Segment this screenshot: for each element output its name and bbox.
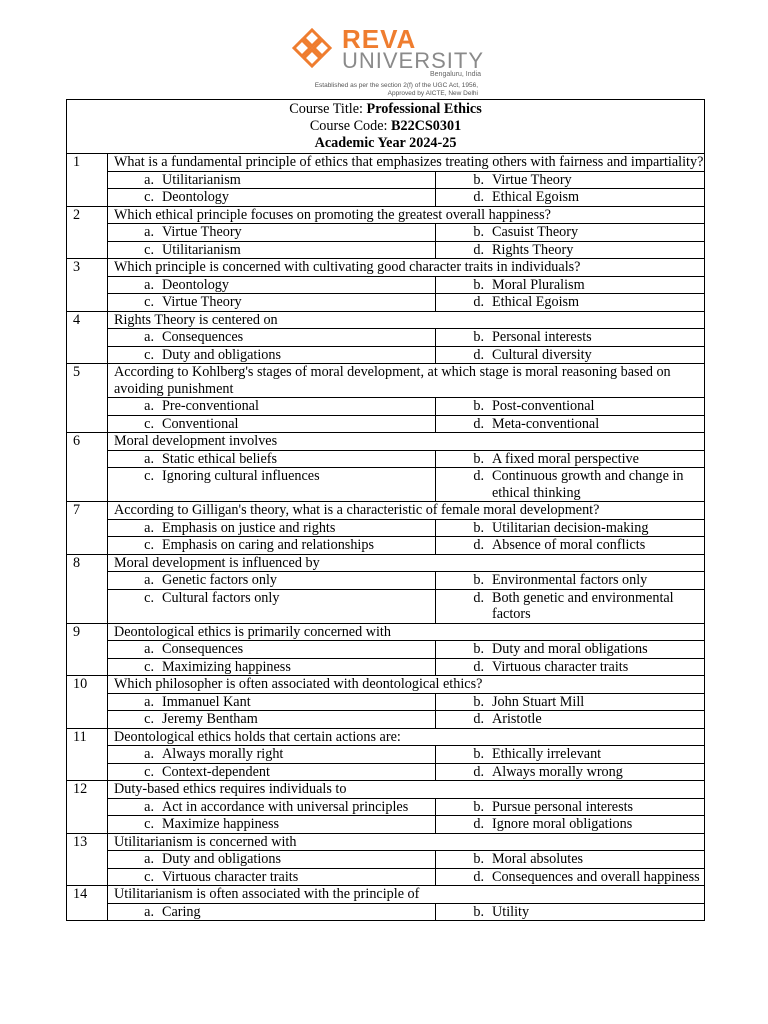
option-a	[108, 398, 436, 416]
option-text: A fixed moral perspective	[492, 450, 639, 467]
course-header	[67, 100, 705, 154]
option-text: Pre-conventional	[162, 398, 259, 414]
question-row	[67, 728, 705, 746]
question-row	[67, 502, 705, 520]
option-c	[108, 868, 436, 886]
option-letter: c.	[144, 816, 154, 832]
question-number: 7	[67, 502, 108, 555]
option-letter: c.	[144, 763, 154, 780]
option-c	[108, 189, 436, 207]
option-a	[108, 329, 436, 347]
question-row	[67, 311, 705, 329]
option-b	[436, 851, 705, 869]
option-letter: b.	[473, 851, 484, 867]
question-row	[67, 886, 705, 904]
university-logo	[290, 26, 490, 88]
option-row	[67, 171, 705, 189]
question-row	[67, 833, 705, 851]
option-text: Duty and moral obligations	[492, 641, 648, 657]
academic-year: Academic Year 2024-25	[314, 135, 457, 151]
option-d	[436, 241, 705, 259]
option-a	[108, 641, 436, 659]
option-d	[436, 711, 705, 729]
option-letter: b.	[473, 171, 484, 188]
question-row	[67, 364, 705, 398]
option-text: Consequences	[162, 329, 244, 345]
option-letter: b.	[473, 746, 484, 762]
option-letter: c.	[144, 415, 154, 432]
question-text: Deontological ethics holds that certain actions are:	[108, 728, 705, 746]
option-letter: d.	[473, 537, 484, 553]
option-b	[436, 746, 705, 764]
option-letter: c.	[144, 658, 154, 675]
question-text: Rights Theory is centered on	[108, 311, 705, 329]
option-text: Virtue Theory	[162, 224, 242, 240]
question-number: 11	[67, 728, 108, 781]
question-row	[67, 623, 705, 641]
option-c	[108, 763, 436, 781]
option-b	[436, 641, 705, 659]
option-letter: a.	[144, 746, 154, 762]
option-a	[108, 746, 436, 764]
option-text: Rights Theory	[492, 241, 574, 258]
option-text: Aristotle	[492, 711, 542, 727]
option-c	[108, 537, 436, 555]
option-d	[436, 294, 705, 312]
option-text: Moral Pluralism	[492, 276, 585, 293]
option-text: Utilitarianism	[162, 171, 241, 188]
option-letter: b.	[473, 450, 484, 467]
option-b	[436, 450, 705, 468]
option-letter: a.	[144, 224, 154, 240]
option-letter: c.	[144, 468, 154, 484]
option-text: Continuous growth and change in ethical thinking	[492, 468, 684, 501]
option-c	[108, 658, 436, 676]
option-a	[108, 224, 436, 242]
question-row	[67, 676, 705, 694]
option-d	[436, 346, 705, 364]
option-letter: a.	[144, 276, 154, 293]
option-letter: a.	[144, 450, 154, 467]
option-letter: c.	[144, 241, 154, 258]
option-text: Moral absolutes	[492, 851, 584, 867]
course-title-label: Course Title:	[289, 101, 367, 117]
option-b	[436, 329, 705, 347]
option-d	[436, 816, 705, 834]
option-letter: c.	[144, 711, 154, 727]
option-text: Maximize happiness	[162, 816, 280, 832]
question-table	[66, 99, 705, 921]
option-text: Consequences and overall happiness	[492, 868, 700, 885]
option-c	[108, 589, 436, 623]
option-d	[436, 589, 705, 623]
option-b	[436, 572, 705, 590]
option-letter: d.	[473, 189, 484, 205]
option-c	[108, 468, 436, 502]
option-c	[108, 241, 436, 259]
question-text: Utilitarianism is concerned with	[108, 833, 705, 851]
option-row	[67, 329, 705, 347]
question-paper	[66, 99, 704, 921]
question-number: 12	[67, 781, 108, 834]
question-text: Moral development is influenced by	[108, 554, 705, 572]
option-text: Act in accordance with universal principles	[162, 798, 409, 815]
question-number: 3	[67, 259, 108, 312]
option-letter: a.	[144, 641, 154, 657]
option-row	[67, 693, 705, 711]
question-row	[67, 554, 705, 572]
question-row	[67, 259, 705, 277]
question-number: 6	[67, 433, 108, 502]
option-row	[67, 746, 705, 764]
option-b	[436, 693, 705, 711]
option-letter: a.	[144, 693, 154, 710]
option-letter: a.	[144, 398, 154, 414]
option-row	[67, 519, 705, 537]
option-row	[67, 711, 705, 729]
course-title: Professional Ethics	[366, 101, 482, 117]
question-row	[67, 781, 705, 799]
option-text: Ignore moral obligations	[492, 816, 633, 832]
option-text: Cultural diversity	[492, 346, 592, 363]
question-number: 2	[67, 206, 108, 259]
option-b	[436, 903, 705, 921]
question-text: Which principle is concerned with cultivating good character traits in individuals?	[108, 259, 705, 277]
option-a	[108, 572, 436, 590]
option-letter: d.	[473, 589, 484, 606]
option-c	[108, 294, 436, 312]
reva-emblem-icon	[290, 28, 334, 68]
option-d	[436, 868, 705, 886]
question-text: Utilitarianism is often associated with the principle of	[108, 886, 705, 904]
option-a	[108, 903, 436, 921]
option-letter: a.	[144, 171, 154, 188]
option-text: Always morally right	[162, 746, 284, 762]
course-code: B22CS0301	[391, 118, 462, 134]
option-row	[67, 276, 705, 294]
option-text: Consequences	[162, 641, 244, 657]
option-a	[108, 519, 436, 537]
option-row	[67, 816, 705, 834]
option-text: Utility	[492, 903, 530, 920]
established-text: Established as per the section 2(f) of the UGC Act, 1956,	[314, 82, 478, 89]
question-text: Which philosopher is often associated with deontological ethics?	[108, 676, 705, 694]
option-text: Ethical Egoism	[492, 294, 580, 310]
option-letter: b.	[473, 224, 484, 240]
option-letter: a.	[144, 851, 154, 867]
option-letter: c.	[144, 537, 154, 553]
question-text: According to Kohlberg's stages of moral development, at which stage is moral reasoning based on avoiding punishment	[108, 364, 705, 398]
option-b	[436, 171, 705, 189]
option-row	[67, 868, 705, 886]
option-c	[108, 415, 436, 433]
option-text: Maximizing happiness	[162, 658, 291, 675]
option-letter: d.	[473, 816, 484, 832]
option-row	[67, 224, 705, 242]
course-title-line	[67, 101, 704, 118]
option-letter: a.	[144, 903, 154, 920]
option-d	[436, 189, 705, 207]
option-row	[67, 589, 705, 623]
option-letter: a.	[144, 519, 154, 536]
option-text: Duty and obligations	[162, 346, 282, 363]
option-a	[108, 798, 436, 816]
option-text: Genetic factors only	[162, 572, 278, 588]
option-text: Utilitarianism	[162, 241, 241, 258]
option-d	[436, 763, 705, 781]
option-d	[436, 658, 705, 676]
option-letter: b.	[473, 572, 484, 588]
option-text: Immanuel Kant	[162, 693, 251, 710]
option-c	[108, 711, 436, 729]
logo-name-2: UNIVERSITY	[342, 48, 485, 73]
question-number: 9	[67, 623, 108, 676]
option-text: Duty and obligations	[162, 851, 282, 867]
option-letter: a.	[144, 572, 154, 588]
course-header-row	[67, 100, 705, 154]
option-a	[108, 693, 436, 711]
question-text: Which ethical principle focuses on promoting the greatest overall happiness?	[108, 206, 705, 224]
question-number: 1	[67, 154, 108, 207]
option-letter: b.	[473, 798, 484, 815]
option-text: Post-conventional	[492, 398, 595, 414]
option-text: Emphasis on caring and relationships	[162, 537, 374, 553]
option-letter: c.	[144, 589, 154, 606]
option-letter: d.	[473, 868, 484, 885]
option-text: Deontology	[162, 276, 229, 293]
option-letter: a.	[144, 798, 154, 815]
course-code-line	[67, 118, 704, 135]
option-letter: d.	[473, 346, 484, 363]
logo-name: REVA	[342, 24, 417, 54]
option-letter: b.	[473, 398, 484, 414]
logo-location: Bengaluru, India	[430, 71, 481, 78]
option-letter: c.	[144, 868, 154, 885]
question-number: 8	[67, 554, 108, 623]
option-letter: d.	[473, 241, 484, 258]
option-text: Environmental factors only	[492, 572, 648, 588]
option-a	[108, 450, 436, 468]
question-text: What is a fundamental principle of ethics that emphasizes treating others with fairness and impartiality?	[108, 154, 705, 172]
question-number: 13	[67, 833, 108, 886]
option-text: Cultural factors only	[162, 589, 280, 606]
option-text: Deontology	[162, 189, 229, 205]
option-row	[67, 658, 705, 676]
option-text: Casuist Theory	[492, 224, 579, 240]
question-number: 5	[67, 364, 108, 433]
option-text: Virtuous character traits	[162, 868, 299, 885]
question-row	[67, 433, 705, 451]
option-row	[67, 241, 705, 259]
option-letter: c.	[144, 189, 154, 205]
establishment-note	[290, 82, 478, 98]
option-text: Pursue personal interests	[492, 798, 634, 815]
option-letter: c.	[144, 346, 154, 363]
option-letter: d.	[473, 658, 484, 675]
option-b	[436, 276, 705, 294]
question-text: According to Gilligan's theory, what is a characteristic of female moral development?	[108, 502, 705, 520]
question-text: Duty-based ethics requires individuals to	[108, 781, 705, 799]
approved-text: Approved by AICTE, New Delhi	[387, 90, 478, 97]
option-text: Meta-conventional	[492, 415, 600, 432]
option-row	[67, 537, 705, 555]
option-d	[436, 468, 705, 502]
option-row	[67, 903, 705, 921]
option-letter: b.	[473, 519, 484, 536]
option-row	[67, 468, 705, 502]
question-number: 10	[67, 676, 108, 729]
option-letter: b.	[473, 903, 484, 920]
option-text: Static ethical beliefs	[162, 450, 278, 467]
question-row	[67, 154, 705, 172]
option-b	[436, 798, 705, 816]
option-row	[67, 189, 705, 207]
option-b	[436, 398, 705, 416]
option-b	[436, 224, 705, 242]
question-row	[67, 206, 705, 224]
option-row	[67, 763, 705, 781]
option-row	[67, 398, 705, 416]
option-text: Ethically irrelevant	[492, 746, 602, 762]
option-letter: b.	[473, 329, 484, 345]
question-number: 4	[67, 311, 108, 364]
option-text: Jeremy Bentham	[162, 711, 258, 727]
option-a	[108, 276, 436, 294]
option-letter: a.	[144, 329, 154, 345]
option-d	[436, 537, 705, 555]
question-text: Moral development involves	[108, 433, 705, 451]
option-text: Emphasis on justice and rights	[162, 519, 336, 536]
option-letter: d.	[473, 468, 484, 484]
option-letter: b.	[473, 276, 484, 293]
option-text: Always morally wrong	[492, 763, 623, 780]
option-text: Ethical Egoism	[492, 189, 580, 205]
option-a	[108, 851, 436, 869]
option-text: Virtue Theory	[492, 171, 572, 188]
option-letter: b.	[473, 641, 484, 657]
option-row	[67, 415, 705, 433]
option-d	[436, 415, 705, 433]
option-row	[67, 346, 705, 364]
option-letter: d.	[473, 415, 484, 432]
option-text: John Stuart Mill	[492, 693, 585, 710]
question-text: Deontological ethics is primarily concerned with	[108, 623, 705, 641]
option-row	[67, 798, 705, 816]
course-code-label: Course Code:	[309, 118, 392, 134]
option-row	[67, 450, 705, 468]
option-text: Context-dependent	[162, 763, 270, 780]
option-text: Utilitarian decision-making	[492, 519, 649, 536]
option-row	[67, 572, 705, 590]
option-text: Ignoring cultural influences	[162, 468, 320, 484]
option-text: Personal interests	[492, 329, 592, 345]
option-c	[108, 816, 436, 834]
option-letter: c.	[144, 294, 154, 310]
option-text: Virtue Theory	[162, 294, 242, 310]
option-letter: d.	[473, 294, 484, 310]
option-row	[67, 641, 705, 659]
option-c	[108, 346, 436, 364]
option-letter: b.	[473, 693, 484, 710]
option-row	[67, 294, 705, 312]
option-text: Both genetic and environmental factors	[492, 589, 674, 622]
option-row	[67, 851, 705, 869]
question-number: 14	[67, 886, 108, 921]
option-text: Conventional	[162, 415, 239, 432]
option-text: Caring	[162, 903, 201, 920]
option-letter: d.	[473, 711, 484, 727]
option-letter: d.	[473, 763, 484, 780]
option-text: Absence of moral conflicts	[492, 537, 646, 553]
option-text: Virtuous character traits	[492, 658, 629, 675]
option-b	[436, 519, 705, 537]
option-a	[108, 171, 436, 189]
academic-year-line	[67, 135, 704, 152]
